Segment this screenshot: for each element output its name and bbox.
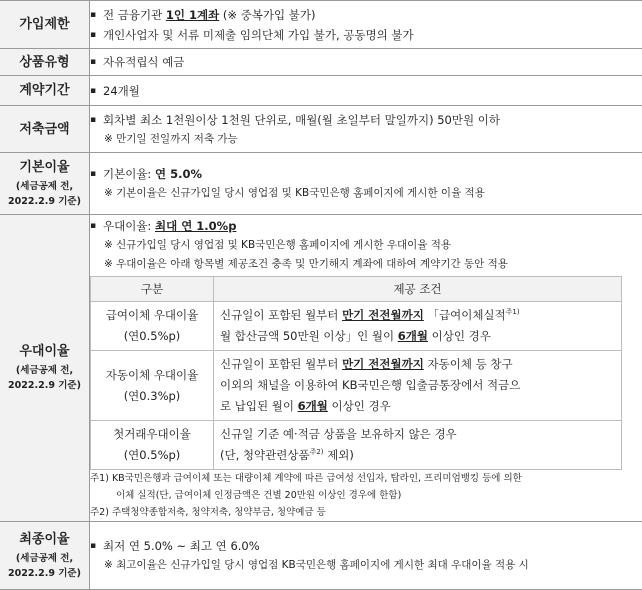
final-rate-label: 최종이율 (세금공제 전, 2022.2.9 기준): [0, 522, 90, 590]
join-limit-row: [0, 1, 642, 49]
product-type-label: 상품유형: [0, 49, 90, 76]
savings-label: 저축금액: [0, 106, 90, 153]
table-row: 첫거래우대이율 (연0.5%p) 신규일 기준 예·적금 상품을 보유하지 않은 경우 (단, 청약관련상품$^{주2)}$ 제외): [91, 421, 622, 470]
term-value: 24개월: [103, 83, 140, 98]
base-rate-row: [0, 153, 642, 215]
join-limit-content: [90, 1, 642, 49]
pref-rate-note-2: ※ 우대이율은 아래 항목별 제공조건 충족 및 만기해지 계좌에 대하여 계약기간 동안 적용: [104, 258, 508, 270]
savings-row: [0, 106, 642, 153]
savings-note: ※ 만기일 전일까지 저축 가능: [104, 132, 238, 145]
list-item: ▪ 우대이율: 최대 연 1.0%p: [90, 219, 237, 233]
list-item: ▪ 최저 연 5.0% ~ 최고 연 6.0%: [90, 539, 260, 553]
base-rate-label: 기본이율 (세금공제 전, 2022.2.9 기준): [0, 153, 90, 215]
table-row: 급여이체 우대이율 (연0.5%p) 신규일이 포함된 월부터 만기 전전월까지 「급여이체실적$^{주1)}$ 월 합산금액 50만원 이상」인 월이 6개월 이상인 경우: [91, 302, 622, 351]
col-header-condition: 제공 조건: [214, 277, 622, 302]
pref-rate-sublabel: (세금공제 전, 2022.2.9 기준): [8, 365, 81, 391]
pref-rate-row: [0, 215, 642, 522]
final-rate-row: [0, 522, 642, 590]
footnote-2: 주2) 주택청약종합저축, 청약저축, 청약부금, 청약예금 등: [90, 507, 326, 518]
product-type-row: [0, 49, 642, 76]
pref-rate-note-1: ※ 신규가입일 당시 영업점 및 KB국민은행 홈페이지에 게시한 우대이율 적용: [104, 239, 452, 251]
list-item: ▪ 회차별 최소 1천원이상 1천원 단위로, 매월(월 초일부터 말일까지) 50만원 이하: [90, 112, 500, 127]
final-rate-sublabel: (세금공제 전, 2022.2.9 기준): [8, 552, 81, 579]
base-rate-sublabel: (세금공제 전, 2022.2.9 기준): [8, 180, 81, 207]
list-item: ▪ 자유적립식 예금: [90, 52, 642, 72]
product-type-value: 자유적립식 예금: [103, 55, 185, 69]
term-label: 계약기간: [0, 76, 90, 106]
table-row: 자동이체 우대이율 (연0.3%p) 신규일이 포함된 월부터 만기 전전월까지 자동이체 등 창구 이외의 채널을 이용하여 KB국민은행 입출금통장에서 적금으 로 납입된 월이 6개월 이상인 경우: [91, 351, 622, 421]
list-item: ▪ 24개월: [90, 81, 642, 101]
base-rate-note: ※ 기본이율은 신규가입일 당시 영업점 및 KB국민은행 홈페이지에 게시한 이율 적용: [104, 187, 485, 199]
col-header-category: 구분: [91, 277, 214, 302]
final-rate-note: ※ 최고이율은 신규가입일 당시 영업점 KB국민은행 홈페이지에 게시한 최대 우대이율 적용 시: [104, 559, 529, 571]
list-item: ▪ 개인사업자 및 서류 미제출 임의단체 가입 불가, 공동명의 불가: [90, 27, 414, 42]
list-item: ▪ 기본이율: 연 5.0%: [90, 167, 202, 181]
footnote-1: 주1) KB국민은행과 급여이체 또는 대량이체 계약에 따른 급여성 선입자, 탑라인, 프리미엄뱅킹 등에 의한 이체 실적(단, 급여이체 인정금액은 건별 20만원 이상인 경우에 한함): [90, 473, 522, 501]
list-item: ▪ 전 금융기관 1인 1계좌 (※ 중복가입 불가): [90, 7, 316, 22]
term-row: [0, 76, 642, 106]
pref-rate-condition-table: [90, 276, 622, 470]
join-limit-label: 가입제한: [0, 1, 90, 49]
pref-rate-label: 우대이율 (세금공제 전, 2022.2.9 기준): [0, 215, 90, 522]
